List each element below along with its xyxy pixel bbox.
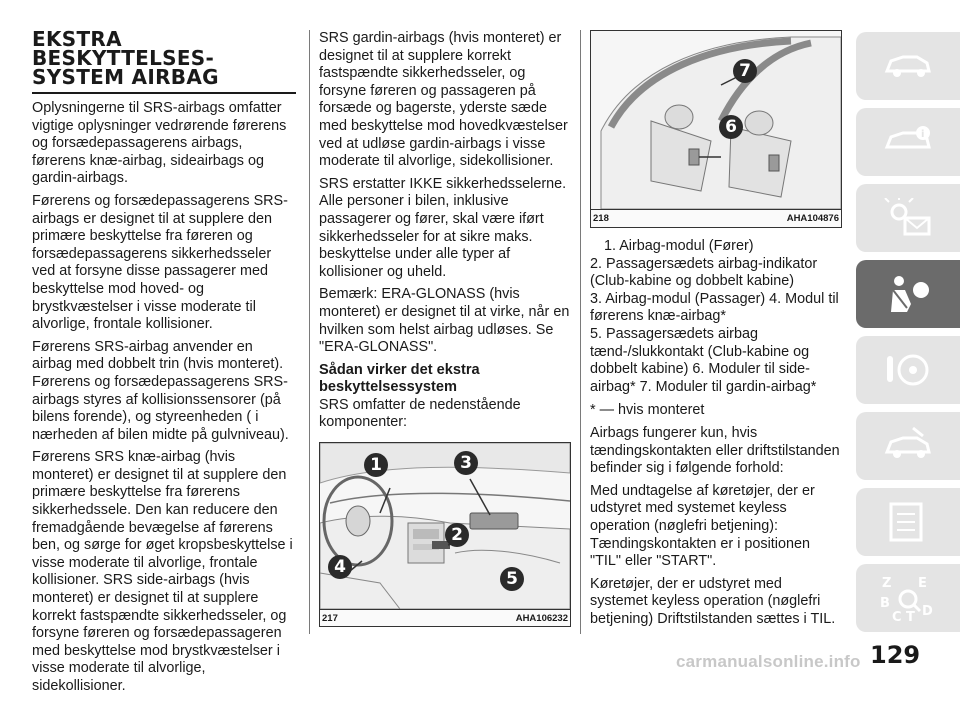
dashboard-illustration [320,443,570,609]
figure-caption [591,209,841,224]
paragraph: Med undtagelse af køretøjer, der er udstyret med systemet keyless operation (nøglefri betjening): Tændingskontakten er i positionen "TIL" eller "START". [590,482,815,570]
tab-index[interactable] [856,564,960,632]
index-letter: D [922,604,933,619]
title-underline [32,92,296,94]
svg-text:i: i [921,129,925,140]
tab-car-dashboard[interactable] [856,32,960,100]
paragraph: Førerens SRS-airbag anvender en airbag med dobbelt trin (hvis monteret). Førerens og forsædepassagerens SRS-airbags styres af kollisionssensorer (på bilens forende), og styreenheden ( i nærheden af bilen midte på gulvniveau). [32,338,289,443]
car-breakdown-icon [883,426,933,466]
figure-code: AHA104876 [786,213,839,224]
callout-2: 2 [445,523,469,547]
column-divider [580,30,581,634]
index-letter: Z [882,576,892,591]
callout-6: 6 [719,115,743,139]
paragraph: Køretøjer, der er udstyret med systemet keyless operation (nøglefri betjening) Driftstilstanden sættes i TIL. [590,575,836,627]
specifications-list-icon [883,502,933,542]
index-letter: E [918,576,927,591]
warning-lights-icon [883,198,933,238]
car-dashboard-icon [883,49,933,83]
figure-218 [590,30,842,228]
paragraph: SRS omfatter de nedenstående komponenter: [319,396,521,431]
list-item: 3. Airbag-modul (Passager) 4. Modul til førerens knæ-airbag* [590,290,839,325]
index-letter: T [906,610,915,623]
cabin-illustration [591,31,841,209]
paragraph: Oplysningerne til SRS-airbags omfatter vigtige oplysninger vedrørende førerens og forsædepassagerens airbags, førerens knæ-airbag, sideairbags og gardin-airbags. [32,100,287,187]
section-title-line-2: BESKYTTELSES- [32,46,215,70]
callout-3: 3 [454,451,478,475]
column-3 [590,30,840,633]
callout-5: 5 [500,567,524,591]
seat-belt-airbag-icon [883,274,933,314]
figure-number: 218 [593,213,609,224]
section-title-line-3: SYSTEM AIRBAG [32,65,219,89]
paragraph: Airbags fungerer kun, hvis tændingskontakten eller driftstilstanden befinder sig i følgende forhold: [590,424,840,477]
tab-warning-lights[interactable] [856,184,960,252]
tab-seat-belt-airbag[interactable] [856,260,960,328]
list-item: 1. Airbag-modul (Fører) [604,238,754,254]
column-divider [309,30,310,634]
page-number: 129 [870,641,921,669]
footnote: * — hvis monteret [590,402,705,419]
paragraph: SRS erstatter IKKE sikkerhedsselerne. Alle personer i bilen, inklusive passagerer og fører, skal være iført sikkerhedsseler for at sikre maks. beskyttelse under alle typer af kollisioner og uheld. [319,175,567,280]
component-list [590,238,840,396]
list-item: 5. Passagersædets airbag tænd-/slukkontakt (Club-kabine og dobbelt kabine) 6. Moduler til side-airbag* 7. Moduler til gardin-airbag* [590,325,817,395]
watermark: carmanualsonline.info [676,652,861,671]
callout-1: 1 [364,453,388,477]
index-letter: B [880,596,890,611]
paragraph: Førerens og forsædepassagerens SRS-airbags er designet til at supplere den primære beskyttelse fra føreren og forsædepassagerens sikkerhedsseler ved at forsyne disse passagerer med beskyttelse mod hoved- og brystkvæstelser i visse moderate til alvorlige, frontale kollisioner. [32,192,288,333]
column-2 [319,30,572,627]
figure-number: 217 [322,613,338,625]
paragraph: Førerens SRS knæ-airbag (hvis monteret) er designet til at supplere den primære beskyttelse fra førerens sikkerhedssele. Den kan reducere den fremadgående bevægelse af førerens ben, og sørge for øget kropsbeskyttelse i visse moderate til alvorlige, frontale kollisioner. SRS side-airbags (hvis monteret) er designet til at supplere korrekt fastspændte sikkerhedsseler, og forsyne føreren og forsædepassageren med beskyttelse mod brystkvæstelser i visse moderate til alvorlige, sidekollisioner. [32,449,293,694]
section-title-line-1: EKSTRA [32,27,122,51]
section-title [32,27,296,89]
column-1 [32,27,296,701]
callout-4: 4 [328,555,352,579]
figure-caption [320,609,570,624]
tab-specifications[interactable] [856,488,960,556]
tab-car-breakdown[interactable] [856,412,960,480]
list-item: 2. Passagersædets airbag-indikator (Club-kabine og dobbelt kabine) [590,255,818,290]
steering-key-icon [883,350,933,390]
index-letter: C [892,610,902,623]
paragraph: Bemærk: ERA-GLONASS (hvis monteret) er designet til at virke, når en hvilken som helst airbag udløses. Se "ERA-GLONASS". [319,286,570,356]
figure-code: AHA106232 [515,613,568,625]
subheading: Sådan virker det ekstra beskyttelsessystem [319,361,480,396]
callout-7: 7 [733,59,757,83]
paragraph: SRS gardin-airbags (hvis monteret) er designet til at supplere korrekt fastspændte sikkerhedsseler, og forsyne føreren og passageren på forsæde og bagerste, yderste sæde med beskyttelse mod hovedkvæstelser ved at udløse gardin-airbags i visse moderate til alvorlige, sidekollisioner. [319,30,568,170]
tab-car-info[interactable] [856,108,960,176]
figure-217 [319,442,571,627]
car-info-icon [883,125,933,159]
index-alphabet-icon [878,573,938,623]
tab-steering-key[interactable] [856,336,960,404]
